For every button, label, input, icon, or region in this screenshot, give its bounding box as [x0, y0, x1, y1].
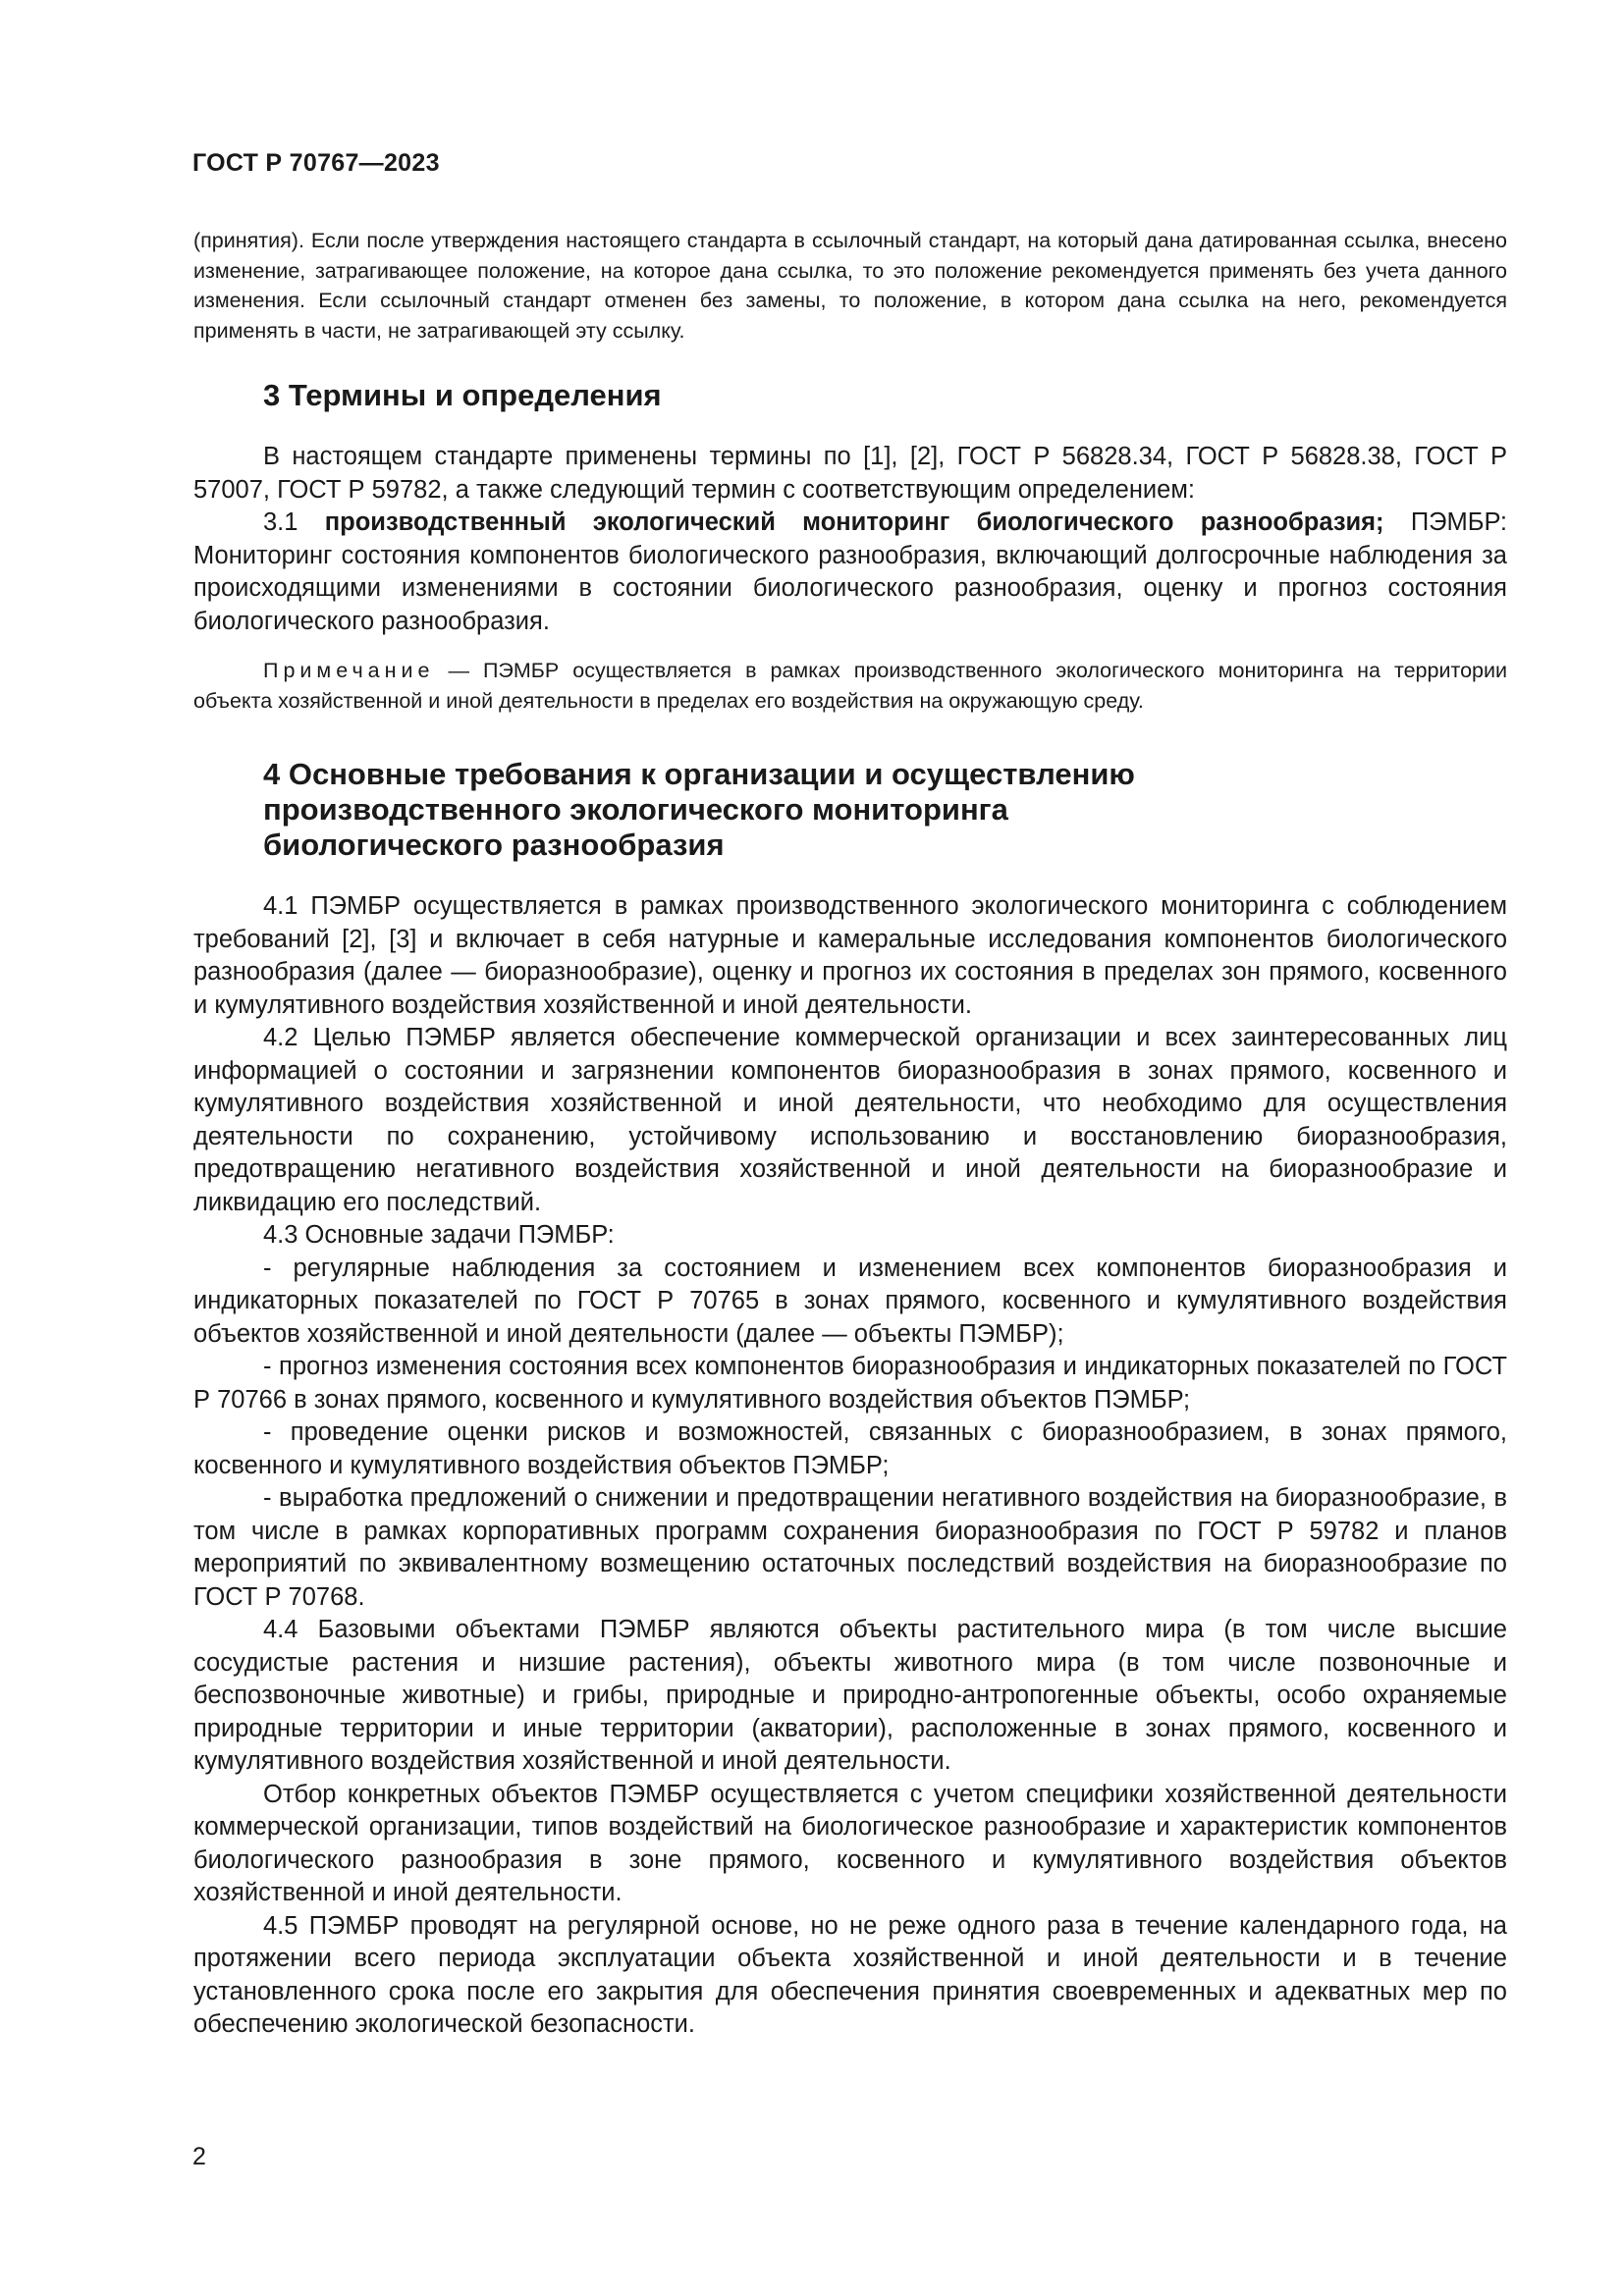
term-description: ПЭМБР: Мониторинг состояния компонентов биологического разнообразия, включающий долгосрочные наблюдения за происходящими изменениями в состоянии биологического разнообразия, оценку и прогноз состояния биологического разнообразия. [193, 508, 1507, 635]
intro-paragraph: (принятия). Если после утверждения настоящего стандарта в ссылочный стандарт, на который дана датированная ссылка, внесено изменение, затрагивающее положение, на которое дана ссылка, то это положение рекомендуется применять без учета данного изменения. Если ссылочный стандарт отменен без замены, то положение, в котором дана ссылка на него, рекомендуется применять в части, не затрагивающей эту ссылку. [193, 229, 1507, 343]
list-item: - прогноз изменения состояния всех компонентов биоразнообразия и индикаторных показателей по ГОСТ Р 70766 в зонах прямого, косвенного и кумулятивного воздействия объектов ПЭМБР; [193, 1353, 1507, 1414]
list-item: - выработка предложений о снижении и предотвращении негативного воздействия на биоразнообразие, в том числе в рамках корпоративных программ сохранения биоразнообразия по ГОСТ Р 59782 и планов мероприятий по эквивалентному возмещению остаточных последствий воздействия на биоразнообразие по ГОСТ Р 70768. [193, 1484, 1507, 1611]
list-item: - проведение оценки рисков и возможностей, связанных с биоразнообразием, в зонах прямого, косвенного и кумулятивного воздействия объектов ПЭМБР; [193, 1418, 1507, 1479]
paragraph-4-4: 4.4 Базовыми объектами ПЭМБР являются объекты растительного мира (в том числе высшие сосудистые растения и низшие растения), объекты животного мира (в том числе позвоночные и беспозвоночные животные) и грибы, природные и природно-антропогенные объекты, особо охраняемые природные территории и иные территории (акватории), расположенные в зонах прямого, косвенного и кумулятивного воздействия хозяйственной и иной деятельности. [193, 1616, 1507, 1775]
section-4-title-line-2: производственного экологического мониторинга [263, 792, 1008, 827]
page-content [193, 226, 1507, 2042]
section-4-title-line-3: биологического разнообразия [263, 828, 725, 862]
section-4-title [193, 757, 1507, 863]
note [193, 656, 1507, 716]
list-item: - регулярные наблюдения за состоянием и изменением всех компонентов биоразнообразия и индикаторных показателей по ГОСТ Р 70765 в зонах прямого, косвенного и кумулятивного воздействия объектов хозяйственной и иной деятельности (далее — объекты ПЭМБР); [193, 1254, 1507, 1348]
term-number: 3.1 [263, 508, 325, 536]
paragraph-4-2: 4.2 Целью ПЭМБР является обеспечение коммерческой организации и всех заинтересованных лиц информацией о состоянии и загрязнении компонентов биоразнообразия в зонах прямого, косвенного и кумулятивного воздействия хозяйственной и иной деятельности, что необходимо для осуществления деятельности по сохранению, устойчивому использованию и восстановлению биоразнообразия, предотвращению негативного воздействия хозяйственной и иной деятельности на биоразнообразие и ликвидацию его последствий. [193, 1024, 1507, 1216]
page-number: 2 [192, 2143, 206, 2170]
document-header: ГОСТ Р 70767—2023 [192, 149, 440, 177]
paragraph-4-5: 4.5 ПЭМБР проводят на регулярной основе, но не реже одного раза в течение календарного года, на протяжении всего периода эксплуатации объекта хозяйственной и иной деятельности и в течение установленного срока после его закрытия для обеспечения принятия своевременных и адекватных мер по обеспечению экологической безопасности. [193, 1911, 1507, 2038]
paragraph-4-1: 4.1 ПЭМБР осуществляется в рамках производственного экологического мониторинга с соблюдением требований [2], [3] и включает в себя натурные и камеральные исследования компонентов биологического разнообразия (далее — биоразнообразие), оценку и прогноз их состояния в пределах зон прямого, косвенного и кумулятивного воздействия хозяйственной и иной деятельности. [193, 892, 1507, 1019]
section-3-paragraph: В настоящем стандарте применены термины по [1], [2], ГОСТ Р 56828.34, ГОСТ Р 56828.38, ГОСТ Р 57007, ГОСТ Р 59782, а также следующий термин с соответствующим определением: [193, 443, 1507, 504]
term-name: производственный экологический мониторинг биологического разнообразия; [324, 508, 1384, 536]
note-label: Примечание [263, 659, 435, 682]
term-definition [193, 507, 1507, 638]
section-4-title-line-1: 4 Основные требования к организации и осуществлению [263, 757, 1135, 791]
paragraph-4-4-cont: Отбор конкретных объектов ПЭМБР осуществляется с учетом специфики хозяйственной деятельности коммерческой организации, типов воздействий на биологическое разнообразие и характеристик компонентов биологического разнообразия в зоне прямого, косвенного и кумулятивного воздействия объектов хозяйственной и иной деятельности. [193, 1780, 1507, 1906]
section-3-title: 3 Термины и определения [263, 378, 662, 412]
paragraph-4-3: 4.3 Основные задачи ПЭМБР: [263, 1221, 615, 1249]
note-text: — ПЭМБР осуществляется в рамках производственного экологического мониторинга на территории объекта хозяйственной и иной деятельности в пределах его воздействия на окружающую среду. [193, 659, 1507, 713]
